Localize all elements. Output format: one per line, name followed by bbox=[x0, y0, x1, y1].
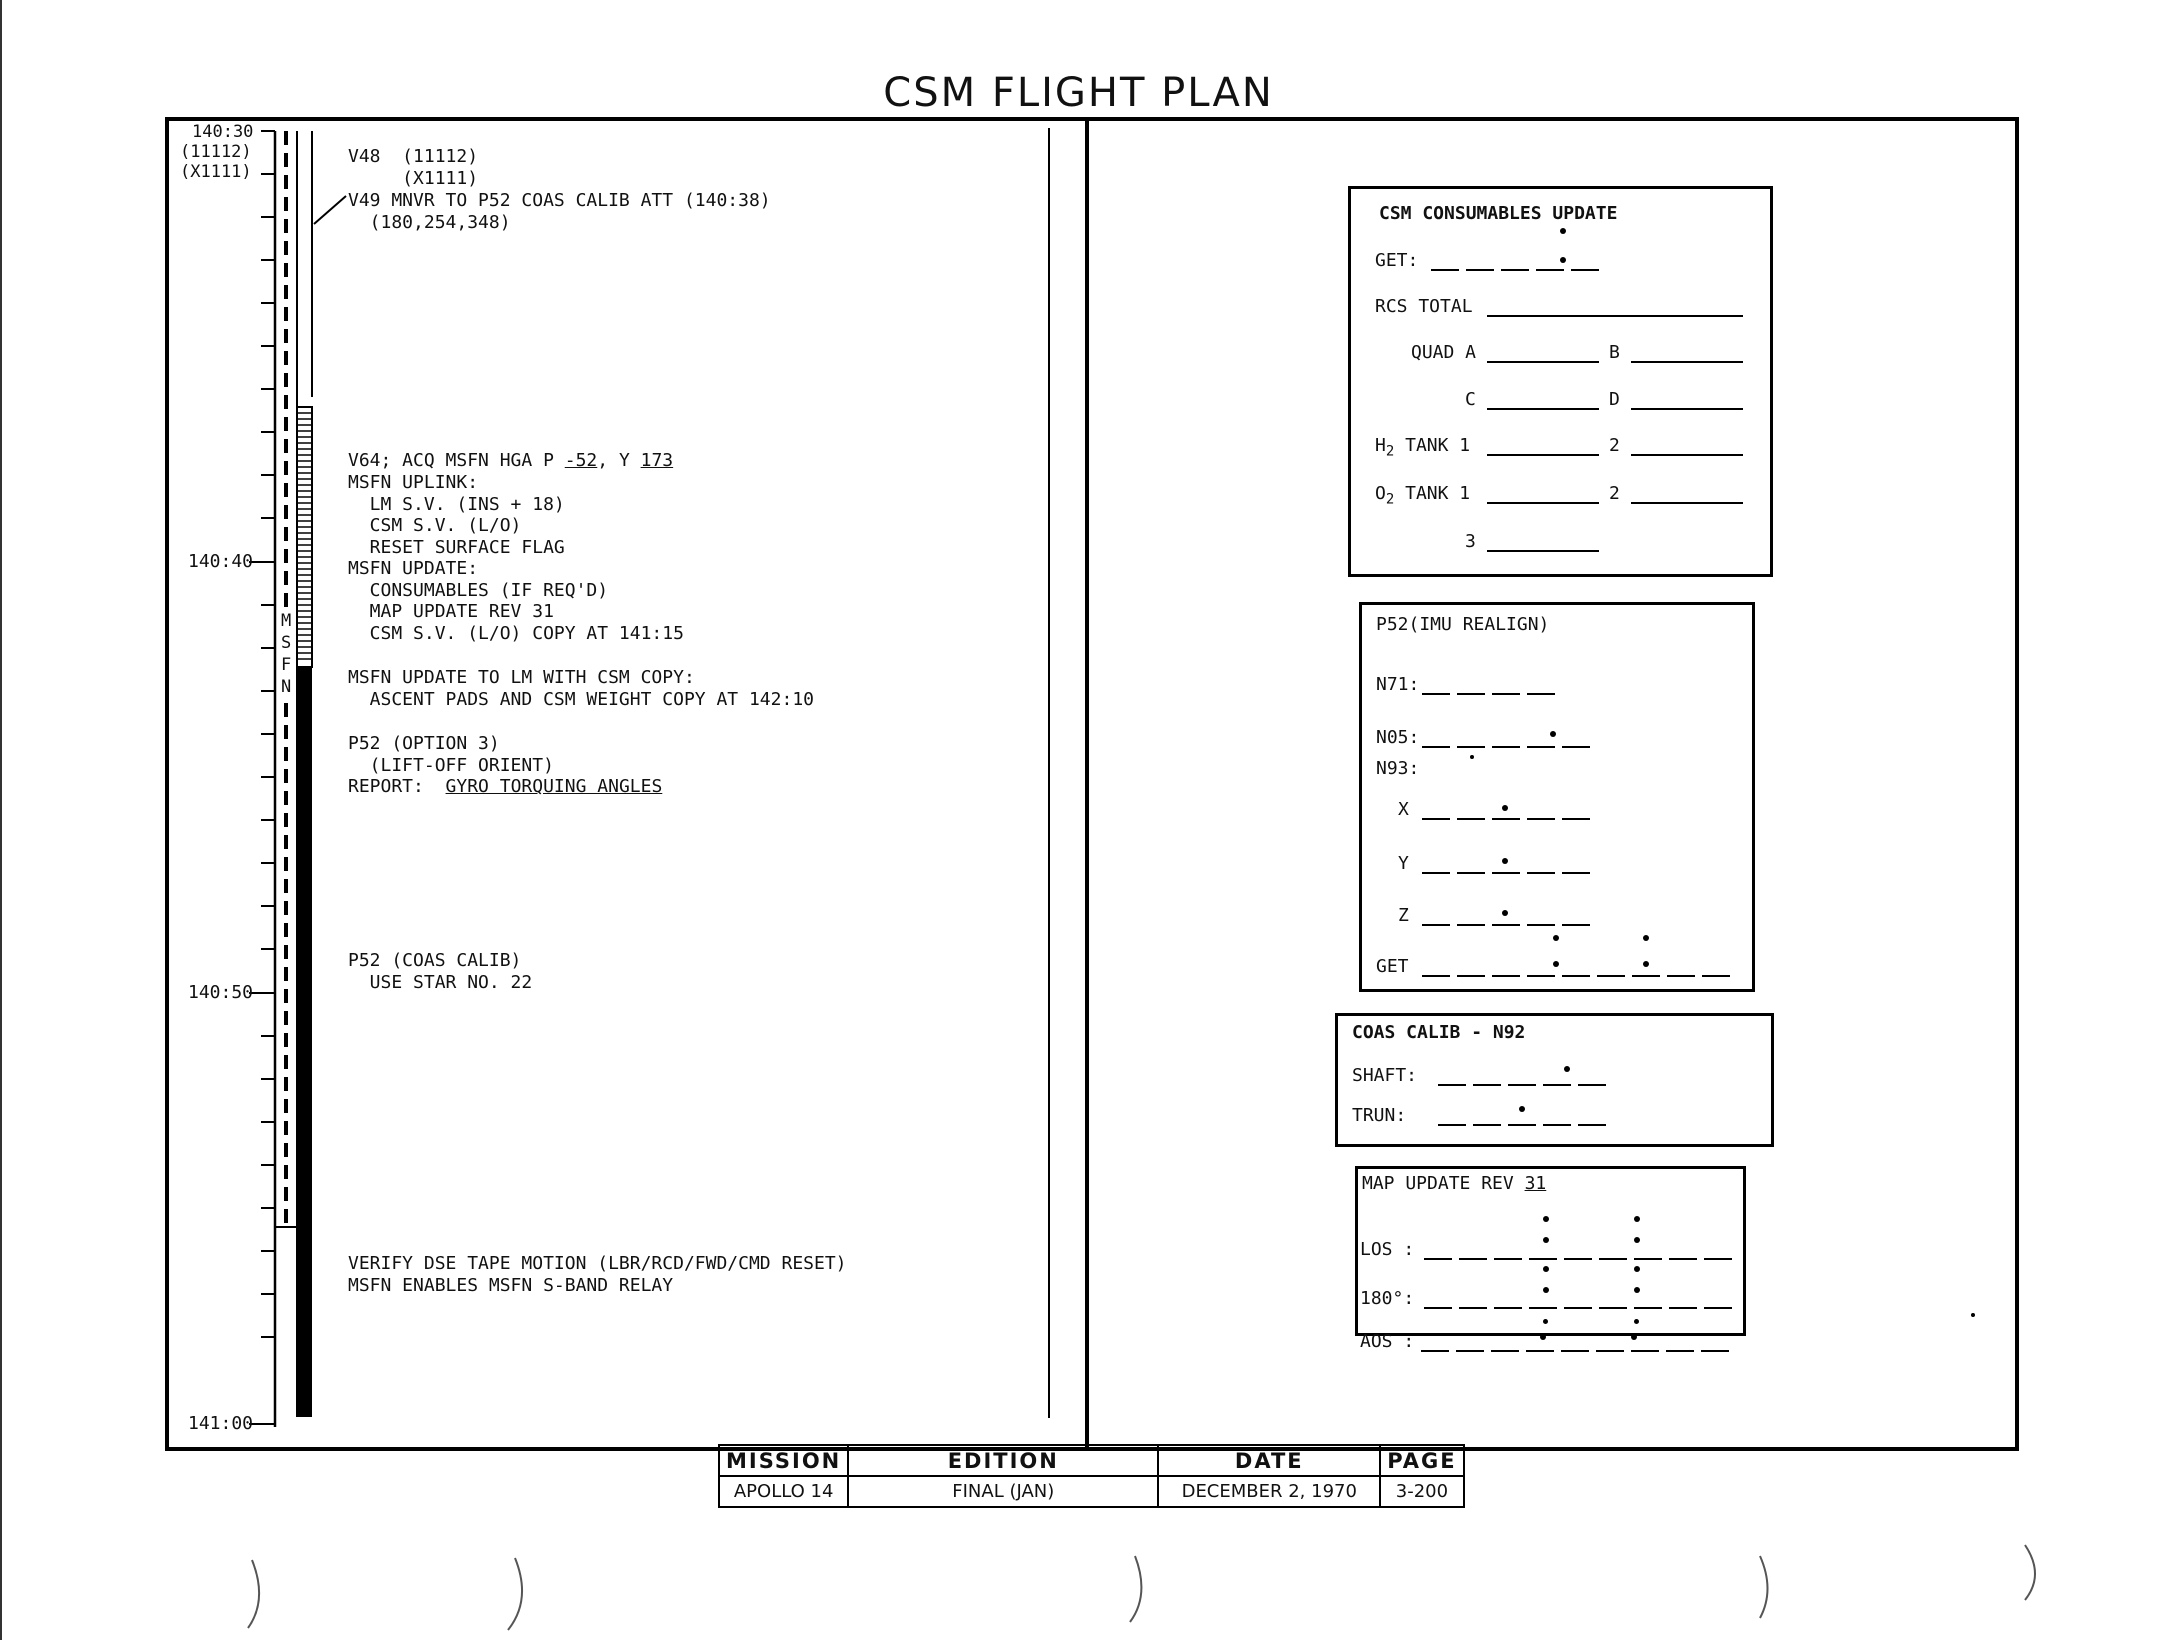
los-blank[interactable] bbox=[1424, 1258, 1452, 1260]
quad-a-label: QUAD A bbox=[1411, 342, 1477, 363]
get-blank[interactable] bbox=[1597, 975, 1625, 977]
center-divider bbox=[1085, 117, 1089, 1447]
deg180-blank[interactable] bbox=[1529, 1307, 1557, 1309]
y-blank[interactable] bbox=[1562, 872, 1590, 874]
decimal-dot bbox=[1543, 1287, 1549, 1293]
uplink-block bbox=[348, 472, 684, 644]
lm-update-line: MSFN UPDATE TO LM WITH CSM COPY: bbox=[348, 667, 695, 688]
time-140-50: 140:50 bbox=[188, 982, 254, 1003]
decimal-dot bbox=[1643, 935, 1649, 941]
los-blank[interactable] bbox=[1494, 1258, 1522, 1260]
deg180-blank[interactable] bbox=[1494, 1307, 1522, 1309]
dse-line: VERIFY DSE TAPE MOTION (LBR/RCD/FWD/CMD RESET) bbox=[348, 1253, 847, 1274]
n93-label: N93: bbox=[1376, 758, 1420, 779]
decimal-dot bbox=[1634, 1266, 1640, 1272]
n71-blank[interactable] bbox=[1527, 693, 1555, 695]
deg180-blank[interactable] bbox=[1564, 1307, 1592, 1309]
page-value: 3-200 bbox=[1380, 1476, 1463, 1507]
dse-block bbox=[348, 1253, 847, 1296]
h2-tank2-label: 2 bbox=[1609, 435, 1620, 456]
speck bbox=[1971, 1313, 1975, 1317]
msfn-label-m: M bbox=[281, 611, 292, 631]
time-140-30: 140:30 bbox=[192, 122, 254, 142]
p52-coas-line: USE STAR NO. 22 bbox=[348, 971, 533, 993]
decimal-dot bbox=[1560, 228, 1566, 234]
uplink-line: CSM S.V. (L/O) COPY AT 141:15 bbox=[348, 622, 684, 644]
x-blank[interactable] bbox=[1422, 818, 1450, 820]
leader-line bbox=[310, 190, 350, 230]
z-blank[interactable] bbox=[1457, 924, 1485, 926]
decimal-dot bbox=[1502, 858, 1508, 864]
shaft-blank[interactable] bbox=[1438, 1084, 1466, 1086]
uplink-line: RESET SURFACE FLAG bbox=[348, 536, 565, 558]
uplink-line: MAP UPDATE REV 31 bbox=[348, 601, 554, 622]
decimal-dot bbox=[1634, 1237, 1640, 1243]
decimal-dot bbox=[1634, 1287, 1640, 1293]
hga-yaw-value: 173 bbox=[640, 450, 674, 471]
uplink-line: LM S.V. (INS + 18) bbox=[348, 493, 565, 515]
los-blank[interactable] bbox=[1599, 1258, 1627, 1260]
get-blank[interactable] bbox=[1702, 975, 1730, 977]
h2-tank-label bbox=[1375, 435, 1470, 460]
n05-blank[interactable] bbox=[1457, 746, 1485, 748]
report-line bbox=[348, 776, 662, 798]
p52-option-line: P52 (OPTION 3) bbox=[348, 733, 500, 754]
h2-tank2-field[interactable] bbox=[1631, 454, 1743, 456]
timeline-graphic bbox=[165, 117, 355, 1447]
deg180-label: 180°: bbox=[1360, 1288, 1415, 1309]
get-blank[interactable] bbox=[1457, 975, 1485, 977]
o2-tank1-label: TANK 1 bbox=[1394, 483, 1471, 504]
report-prefix: REPORT: bbox=[348, 776, 446, 797]
y-blank[interactable] bbox=[1527, 872, 1555, 874]
deg180-blank[interactable] bbox=[1704, 1307, 1732, 1309]
rcs-total-label: RCS TOTAL bbox=[1375, 296, 1473, 317]
n71-blank[interactable] bbox=[1457, 693, 1485, 695]
v64-line bbox=[348, 450, 673, 472]
decimal-dot bbox=[1543, 1266, 1549, 1272]
edition-header: EDITION bbox=[848, 1445, 1158, 1476]
shaft-blank[interactable] bbox=[1508, 1084, 1536, 1086]
msfn-label-s: S bbox=[281, 633, 292, 653]
v64-prefix: V64; ACQ MSFN HGA P bbox=[348, 450, 565, 471]
h2-symbol: H bbox=[1375, 435, 1386, 456]
decimal-dot bbox=[1643, 961, 1649, 967]
decimal-dot bbox=[1502, 805, 1508, 811]
h2-subscript: 2 bbox=[1385, 443, 1395, 460]
get-label: GET bbox=[1376, 956, 1409, 977]
get-blank[interactable] bbox=[1667, 975, 1695, 977]
quad-d-field[interactable] bbox=[1631, 408, 1743, 410]
los-blank[interactable] bbox=[1529, 1258, 1557, 1260]
decimal-dot bbox=[1634, 1319, 1639, 1324]
v48-line-1: V48 (11112) bbox=[348, 146, 479, 167]
v64-mid: , Y bbox=[597, 450, 641, 471]
n71-blank[interactable] bbox=[1422, 693, 1450, 695]
consumables-title: CSM CONSUMABLES UPDATE bbox=[1379, 203, 1618, 224]
n71-label: N71: bbox=[1376, 674, 1420, 695]
decimal-dot bbox=[1502, 910, 1508, 916]
v49-line-2: (180,254,348) bbox=[348, 212, 511, 233]
x-label: X bbox=[1398, 799, 1409, 820]
shaft-label: SHAFT: bbox=[1352, 1065, 1418, 1086]
shaft-blank[interactable] bbox=[1578, 1084, 1606, 1086]
get-blank[interactable] bbox=[1632, 975, 1660, 977]
p52-realign-box bbox=[1359, 602, 1755, 992]
timeline-ticks bbox=[249, 131, 275, 1424]
n05-blank[interactable] bbox=[1562, 746, 1590, 748]
coas-calib-title: COAS CALIB - N92 bbox=[1352, 1022, 1526, 1043]
n05-blank[interactable] bbox=[1422, 746, 1450, 748]
get-blank[interactable] bbox=[1501, 269, 1529, 271]
o2-tank-label bbox=[1375, 483, 1470, 508]
trun-blank[interactable] bbox=[1508, 1124, 1536, 1126]
x-blank[interactable] bbox=[1527, 818, 1555, 820]
quad-b-label: B bbox=[1609, 342, 1620, 363]
z-blank[interactable] bbox=[1527, 924, 1555, 926]
uplink-line: MSFN UPDATE: bbox=[348, 558, 479, 579]
los-blank[interactable] bbox=[1704, 1258, 1732, 1260]
get-blank[interactable] bbox=[1527, 975, 1555, 977]
mission-header: MISSION bbox=[719, 1445, 848, 1476]
decimal-dot bbox=[1634, 1216, 1640, 1222]
trun-blank[interactable] bbox=[1473, 1124, 1501, 1126]
msfn-label-f: F bbox=[281, 655, 292, 675]
z-label: Z bbox=[1398, 905, 1409, 926]
consumables-update-box bbox=[1348, 186, 1773, 577]
y-blank[interactable] bbox=[1492, 872, 1520, 874]
p52-realign-title: P52(IMU REALIGN) bbox=[1376, 614, 1550, 635]
quad-a-field[interactable] bbox=[1487, 361, 1599, 363]
time-140-40: 140:40 bbox=[188, 551, 254, 572]
get-blank[interactable] bbox=[1492, 975, 1520, 977]
punch-hole-shadows bbox=[0, 1500, 2157, 1640]
footer-table bbox=[718, 1444, 1465, 1508]
scan-edge-line bbox=[0, 0, 2, 1640]
p52-coas-block bbox=[348, 950, 532, 993]
o2-symbol: O bbox=[1375, 483, 1386, 504]
n71-blank[interactable] bbox=[1492, 693, 1520, 695]
get-blank[interactable] bbox=[1431, 269, 1459, 271]
get-blank[interactable] bbox=[1466, 269, 1494, 271]
z-blank[interactable] bbox=[1422, 924, 1450, 926]
mission-value: APOLLO 14 bbox=[719, 1476, 848, 1507]
uplink-line: CSM S.V. (L/O) bbox=[348, 515, 522, 536]
map-update-rev: 31 bbox=[1524, 1173, 1547, 1194]
trun-blank[interactable] bbox=[1578, 1124, 1606, 1126]
deg180-blank[interactable] bbox=[1424, 1307, 1452, 1309]
o2-subscript: 2 bbox=[1385, 491, 1395, 508]
solid-activity-bar bbox=[297, 667, 312, 1417]
shaft-blank[interactable] bbox=[1543, 1084, 1571, 1086]
x-blank[interactable] bbox=[1492, 818, 1520, 820]
page-title: CSM FLIGHT PLAN bbox=[883, 70, 1274, 116]
o2-tank1-field[interactable] bbox=[1487, 502, 1599, 504]
hga-pitch-value: -52 bbox=[564, 450, 598, 471]
quad-c-label: C bbox=[1465, 389, 1476, 410]
lm-update-line: ASCENT PADS AND CSM WEIGHT COPY AT 142:10 bbox=[348, 688, 814, 710]
quad-d-label: D bbox=[1609, 389, 1620, 410]
n05-blank[interactable] bbox=[1527, 746, 1555, 748]
dse-line: MSFN ENABLES MSFN S-BAND RELAY bbox=[348, 1274, 674, 1296]
trun-blank[interactable] bbox=[1543, 1124, 1571, 1126]
time-141-00: 141:00 bbox=[188, 1413, 254, 1434]
los-blank[interactable] bbox=[1459, 1258, 1487, 1260]
los-blank[interactable] bbox=[1634, 1258, 1662, 1260]
quad-c-field[interactable] bbox=[1487, 408, 1599, 410]
h2-tank1-label: TANK 1 bbox=[1394, 435, 1471, 456]
n05-label: N05: bbox=[1376, 727, 1420, 748]
deg180-blank[interactable] bbox=[1599, 1307, 1627, 1309]
decimal-dot bbox=[1519, 1106, 1525, 1112]
y-blank[interactable] bbox=[1457, 872, 1485, 874]
deg180-blank[interactable] bbox=[1669, 1307, 1697, 1309]
decimal-dot bbox=[1550, 731, 1556, 737]
quad-b-field[interactable] bbox=[1631, 361, 1743, 363]
h2-tank1-field[interactable] bbox=[1487, 454, 1599, 456]
n05-blank[interactable] bbox=[1492, 746, 1520, 748]
decimal-dot bbox=[1553, 961, 1559, 967]
los-label: LOS : bbox=[1360, 1239, 1415, 1260]
x-blank[interactable] bbox=[1562, 818, 1590, 820]
report-value: GYRO TORQUING ANGLES bbox=[445, 776, 663, 797]
get-blank[interactable] bbox=[1571, 269, 1599, 271]
decimal-dot bbox=[1553, 935, 1559, 941]
p52-coas-line: P52 (COAS CALIB) bbox=[348, 950, 522, 971]
msfn-label-n: N bbox=[281, 677, 292, 697]
v49-line-1: V49 MNVR TO P52 COAS CALIB ATT (140:38) bbox=[348, 190, 771, 211]
shaft-blank[interactable] bbox=[1473, 1084, 1501, 1086]
get-blank[interactable] bbox=[1422, 975, 1450, 977]
decimal-dot bbox=[1543, 1319, 1548, 1324]
trun-blank[interactable] bbox=[1438, 1124, 1466, 1126]
rcs-total-field[interactable] bbox=[1487, 315, 1743, 317]
get-blank[interactable] bbox=[1536, 269, 1564, 271]
deg180-blank[interactable] bbox=[1459, 1307, 1487, 1309]
decimal-dot bbox=[1470, 755, 1474, 759]
los-blank[interactable] bbox=[1669, 1258, 1697, 1260]
o2-tank2-field[interactable] bbox=[1631, 502, 1743, 504]
lm-update-block bbox=[348, 667, 814, 710]
uplink-line: MSFN UPLINK: bbox=[348, 472, 479, 493]
get-label: GET: bbox=[1375, 250, 1419, 271]
left-panel-rule bbox=[1048, 128, 1050, 1418]
y-label: Y bbox=[1398, 853, 1409, 874]
o2-tank2-label: 2 bbox=[1609, 483, 1620, 504]
timeline-code-1: (11112) bbox=[180, 142, 252, 162]
y-blank[interactable] bbox=[1422, 872, 1450, 874]
los-blank[interactable] bbox=[1564, 1258, 1592, 1260]
v48-line-2: (X1111) bbox=[348, 168, 479, 189]
decimal-dot bbox=[1543, 1216, 1549, 1222]
edition-value: FINAL (JAN) bbox=[848, 1476, 1158, 1507]
map-update-label: MAP UPDATE REV bbox=[1362, 1173, 1525, 1194]
x-blank[interactable] bbox=[1457, 818, 1485, 820]
decimal-dot bbox=[1560, 257, 1566, 263]
aos-label: AOS : bbox=[1360, 1331, 1415, 1352]
uplink-line: CONSUMABLES (IF REQ'D) bbox=[348, 579, 609, 601]
z-blank[interactable] bbox=[1492, 924, 1520, 926]
p52-option-line: (LIFT-OFF ORIENT) bbox=[348, 754, 554, 776]
coas-calib-box bbox=[1335, 1013, 1774, 1147]
get-blank[interactable] bbox=[1562, 975, 1590, 977]
page-header: PAGE bbox=[1380, 1445, 1463, 1476]
decimal-dot bbox=[1564, 1066, 1570, 1072]
date-value: DECEMBER 2, 1970 bbox=[1158, 1476, 1380, 1507]
trun-label: TRUN: bbox=[1352, 1105, 1407, 1126]
decimal-dot bbox=[1543, 1237, 1549, 1243]
timeline-code-2: (X1111) bbox=[180, 162, 252, 182]
o2-tank3-label: 3 bbox=[1465, 531, 1476, 552]
map-update-box bbox=[1355, 1166, 1746, 1336]
z-blank[interactable] bbox=[1562, 924, 1590, 926]
o2-tank3-field[interactable] bbox=[1487, 550, 1599, 552]
date-header: DATE bbox=[1158, 1445, 1380, 1476]
p52-option-block bbox=[348, 733, 662, 798]
deg180-blank[interactable] bbox=[1634, 1307, 1662, 1309]
map-update-title bbox=[1362, 1173, 1546, 1194]
